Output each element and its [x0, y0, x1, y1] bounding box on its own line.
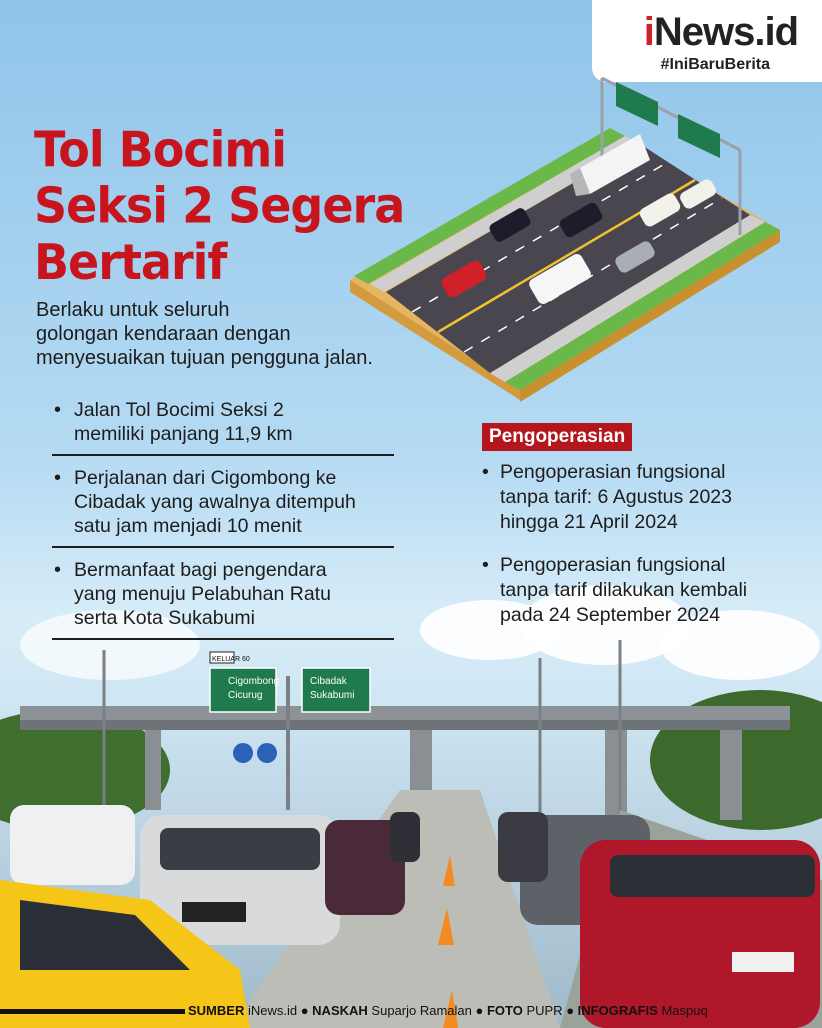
hashtag: #IniBaruBerita: [660, 56, 770, 73]
page-title: Tol Bocimi Seksi 2 Segera Bertarif: [34, 120, 405, 291]
list-item: • Perjalanan dari Cigombong ke Cibadak yang awalnya ditempuh satu jam menjadi 10 menit: [52, 466, 394, 548]
facts-list: [52, 398, 394, 650]
divider: [0, 1009, 185, 1014]
credits-text: SUMBER iNews.id ● NASKAH Suparjo Ramalan ● FOTO PUPR ● INFOGRAFIS Maspuq: [188, 1003, 708, 1018]
intro-text: Berlaku untuk seluruh golongan kendaraan dengan menyesuaikan tujuan pengguna jalan.: [36, 299, 373, 369]
list-item: • Pengoperasian fungsional tanpa tarif dilakukan kembali pada 24 September 2024: [480, 553, 810, 628]
sign-left-line2: Cicurug: [228, 690, 263, 701]
sign-right-line1: Cibadak: [310, 676, 347, 687]
list-item: • Jalan Tol Bocimi Seksi 2 memiliki panjang 11,9 km: [52, 398, 394, 456]
list-item: • Bermanfaat bagi pengendara yang menuju Pelabuhan Ratu serta Kota Sukabumi: [52, 558, 394, 640]
operation-list: [480, 460, 810, 646]
list-item: • Pengoperasian fungsional tanpa tarif: 6 Agustus 2023 hingga 21 April 2024: [480, 460, 810, 535]
credits-footer: [0, 998, 822, 1028]
sign-right-line2: Sukabumi: [310, 690, 355, 701]
toll-gate-photo: [0, 640, 822, 1028]
operation-heading: Pengoperasian: [482, 423, 632, 451]
sign-exit-label: KELUAR 60: [212, 656, 250, 663]
inews-logo: iNews.id: [643, 10, 798, 54]
sign-left-line1: Cigombong: [228, 676, 280, 687]
